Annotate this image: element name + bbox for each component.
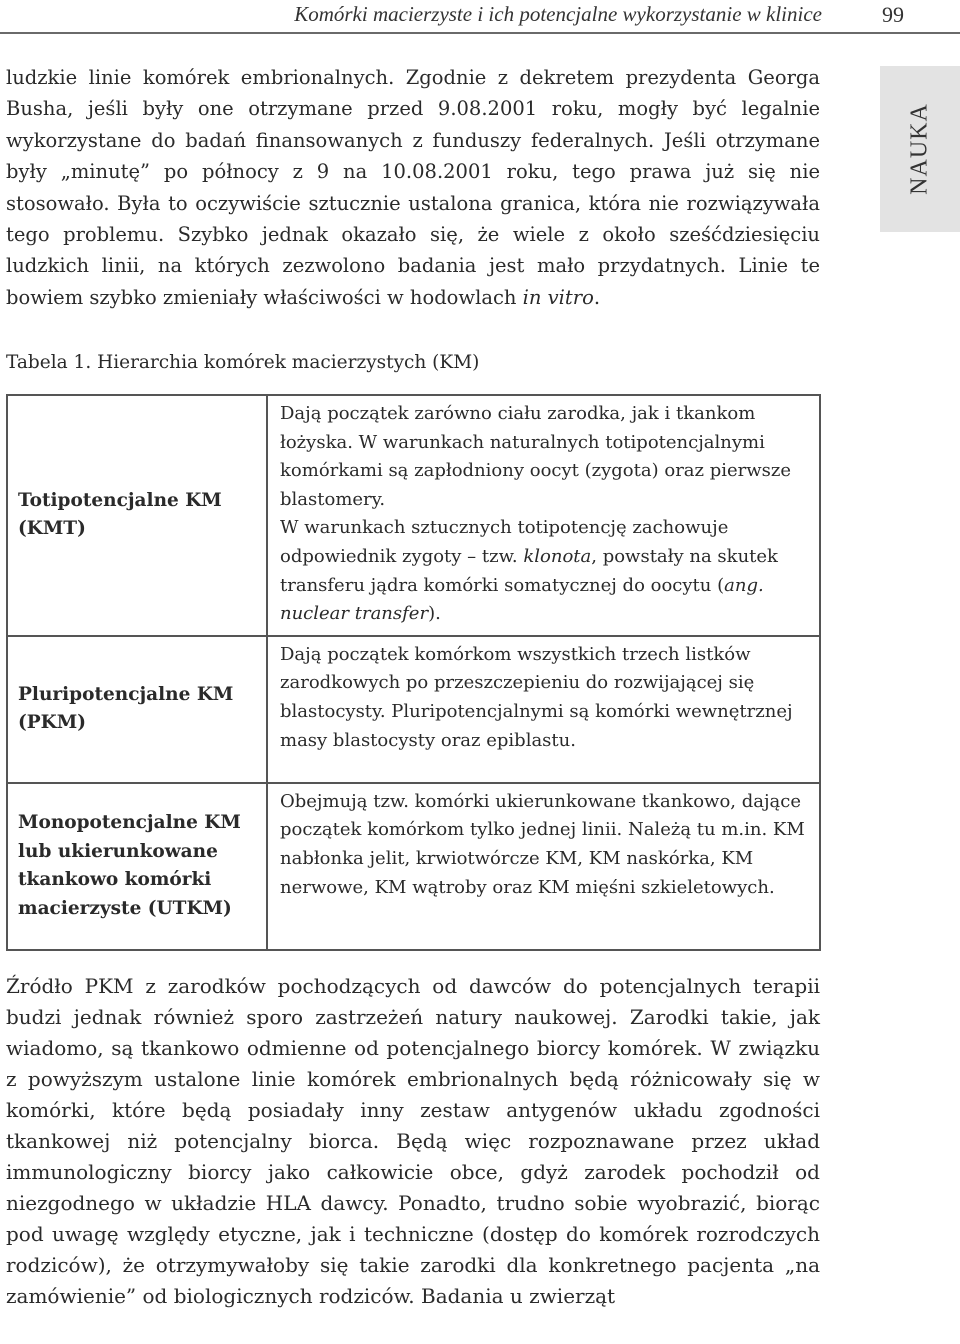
body-paragraph: Źródło PKM z zarodków pochodzących od dawców do potencjalnych terapii budzi jednak również sporo zastrzeżeń natury naukowej. Zarodki takie, jak wiadomo, są tkankowo odmienne od potencjalnego biorcy komórek. W związku z powyższym ustalone linie komórek embrionalnych będą różnicowały się w komórki, które będą posiadały inny zestaw antygenów układu zgodności tkankowej niż potencjalny biorca. Będą więc rozpoznawane przez układ immunologiczny biorcy jako całkowicie obce, gdyż zarodek pochodził od niezgodnego w układzie HLA dawcy. Ponadto, trudno sobie wyobrazić, biorąc pod uwagę względy etyczne, jak i techniczne (dostęp do komórek rozrodczych rodziców), że otrzymywałoby się takie zarodki dla konkretnego pacjenta „na zamówienie” od biologicznych rodziców. Badania u zwierząt	[6, 974, 820, 1308]
description-text: , powstały na skutek transferu jądra komórki somatycznej do oocytu (	[280, 545, 778, 596]
section-tab-label: NAUKA	[906, 103, 933, 195]
stem-cell-hierarchy-table	[6, 394, 821, 951]
table-row	[7, 783, 820, 950]
page-number: 99	[882, 2, 904, 27]
intro-end-punct: .	[593, 285, 601, 309]
table-row	[7, 395, 820, 636]
description-text: ).	[428, 603, 441, 625]
description-italic: ang. nuclear transfer	[280, 574, 764, 625]
running-title: Komórki macierzyste i ich potencjalne wykorzystanie w klinice	[294, 2, 822, 26]
description-cell	[267, 395, 820, 636]
description-cell: Obejmują tzw. komórki ukierunkowane tkankowo, dające początek komórkom tylko jednej linii. Należą tu m.in. KM nabłonka jelit, krwiotwórcze KM, KM naskórka, KM nerwowe, KM wątroby oraz KM mięśni szkieletowych.	[267, 783, 820, 950]
level-cell: Monopotencjalne KM lub ukierunkowane tkankowo komórki macierzyste (UTKM)	[7, 783, 267, 950]
intro-italic: in vitro	[522, 285, 594, 309]
intro-paragraph	[6, 62, 820, 313]
description-part: Dają początek zarówno ciału zarodka, jak i tkankom łożyska. W warunkach naturalnych totipotencjalnymi komórkami są zapłodniony oocyt (zygota) oraz pierwsze blastomery.	[280, 403, 792, 510]
table-caption: Tabela 1. Hierarchia komórek macierzystych (KM)	[6, 352, 480, 373]
level-cell: Totipotencjalne KM (KMT)	[7, 395, 267, 636]
table-row	[7, 636, 820, 783]
running-header	[0, 0, 960, 34]
description-text: W warunkach sztucznych totipotencję zachowuje odpowiednik zygoty – tzw.	[280, 517, 729, 567]
description-italic: klonota	[523, 545, 592, 567]
level-cell: Pluripotencjalne KM (PKM)	[7, 636, 267, 783]
description-cell: Dają początek komórkom wszystkich trzech listków zarodkowych po przeszczepieniu do rozwijającej się blastocysty. Pluripotencjalnymi są komórki wewnętrznej masy blastocysty oraz epiblastu.	[267, 636, 820, 783]
section-tab	[880, 66, 960, 232]
intro-text: ludzkie linie komórek embrionalnych. Zgodnie z dekretem prezydenta Georga Busha, jeśli były one otrzymane przed 9.08.2001 roku, mogły być legalnie wykorzystane do badań finansowanych z funduszy federalnych. Jeśli otrzymane były „minutę” po północy z 9 na 10.08.2001 roku, tego prawa już się nie stosowało. Była to oczywiście sztucznie ustalona granica, która nie rozwiązywała tego problemu. Szybko jednak okazało się, że wiele z około sześćdziesięciu ludzkich linii, na których zezwolono badania jest mało przydatnych. Linie te bowiem szybko zmieniały właściwości w hodowlach	[6, 66, 820, 309]
description-part	[280, 514, 809, 628]
